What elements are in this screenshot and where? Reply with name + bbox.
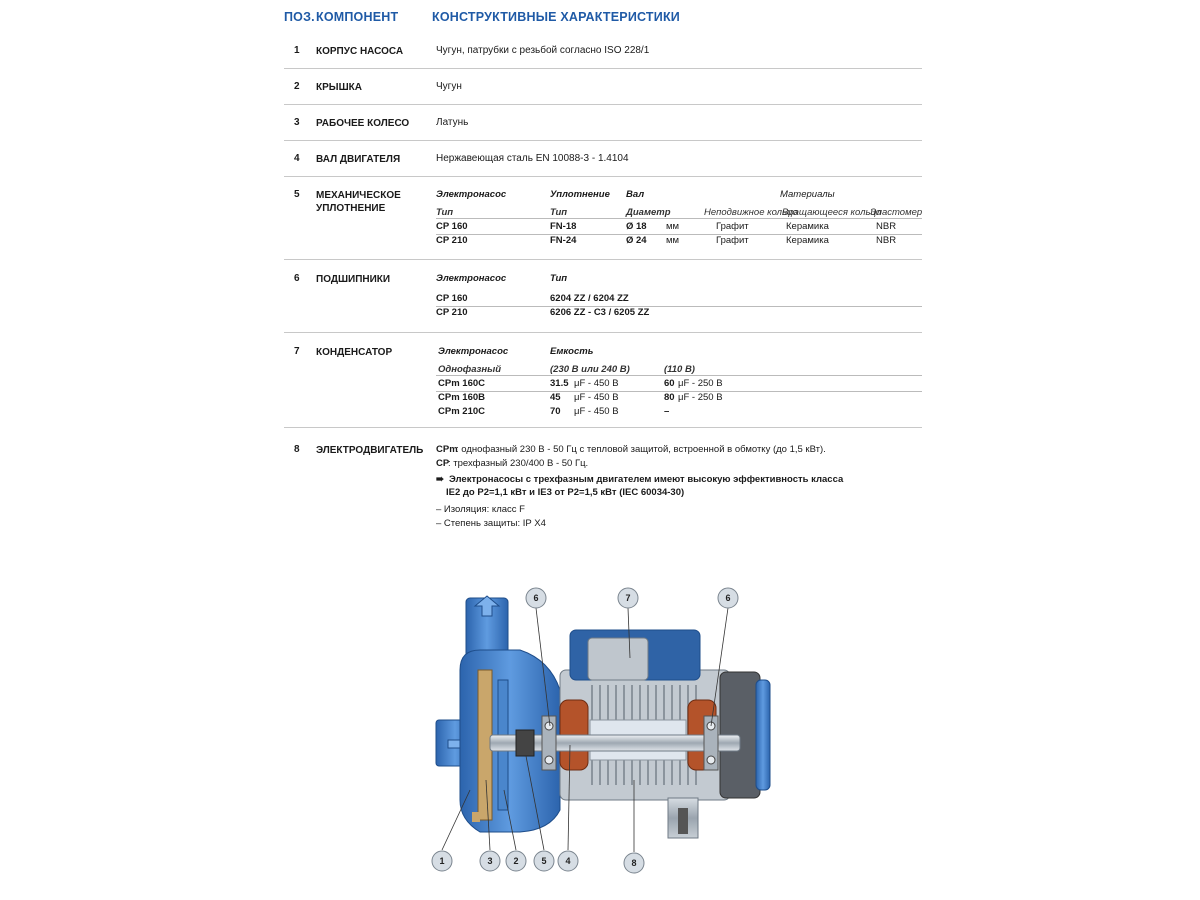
row-number: 5 [294,189,300,200]
motor-text-cpm: : однофазный 230 В - 50 Гц с тепловой защитой, встроенной в обмотку (до 1,5 кВт). [456,444,826,455]
row-component-line1: МЕХАНИЧЕСКОЕ [316,190,401,201]
motor-protection: – Степень защиты: IP X4 [436,518,546,529]
divider [284,176,922,177]
row-component-line2: УПЛОТНЕНИЕ [316,203,386,214]
bearings-cell-pump: CP 160 [436,293,468,304]
seal-cell-shaft: Ø 18 [626,221,647,232]
callout-4 [558,851,578,871]
row-number: 1 [294,45,300,56]
seal-header-seal: Уплотнение [550,189,610,200]
spec-row-1 [284,45,922,59]
capacitor-table-rule [436,375,922,376]
capacitor-cell-c1: 45 [550,392,561,403]
divider [284,140,922,141]
capacitor-cell-u2: μF - 250 В [678,378,723,389]
capacitor-cell-c2: 80 [664,392,675,403]
row-number: 7 [294,346,300,357]
seal-sub-shaft: Диаметр [626,207,671,218]
spec-row-5-seal [284,189,922,259]
callout-label: 7 [625,593,631,603]
divider [284,104,922,105]
header-component: КОМПОНЕНТ [316,10,399,24]
callout-7 [618,588,638,608]
callout-8 [624,853,644,873]
seal-table-rule [436,218,922,219]
seal-cell-fixed: Графит [716,221,749,232]
row-component: РАБОЧЕЕ КОЛЕСО [316,118,410,129]
motor-note-line1: Электронасосы с трехфазным двигателем имеют высокую эффективность класса [449,474,844,485]
row-component: КОРПУС НАСОСА [316,46,404,57]
motor-code-cpm: CPm [436,444,458,455]
seal-header-shaft: Вал [626,189,645,200]
spec-row-7-capacitor [284,346,922,426]
pump-body [436,596,560,832]
divider [284,427,922,428]
capacitor-cell-pump: CPm 160B [438,392,485,403]
seal-cell-elastomer: NBR [876,221,897,232]
capacitor-sub-single: Однофазный [438,364,501,375]
capacitor-cell-c2: – [664,406,670,417]
row-component: КРЫШКА [316,82,362,93]
arrow-icon: ➠ [436,474,444,485]
callout-label: 8 [631,858,637,868]
seal-cell-seal: FN-24 [550,235,577,246]
seal-sub-fixed: Неподвижное кольцо [704,207,798,218]
header-pos: ПОЗ. [284,10,315,24]
motor-text-cp: : трехфазный 230/400 В - 50 Гц. [448,458,589,469]
spec-row-8-motor [284,444,922,534]
spec-row-3 [284,117,922,131]
row-number: 6 [294,273,300,284]
capacitor-cell-pump: CPm 210C [438,406,485,417]
seal-cell-elastomer: NBR [876,235,897,246]
bearing-front [542,716,556,770]
seal-cell-rotating: Керамика [786,221,829,232]
capacitor-sub-110: (110 В) [664,364,695,375]
bearings-cell-pump: CP 210 [436,307,468,318]
capacitor-cell-c1: 31.5 [550,378,569,389]
callout-2 [506,851,526,871]
row-component: КОНДЕНСАТОР [316,347,393,358]
motor-code-cp: CP [436,458,450,469]
row-number: 8 [294,444,300,455]
row-number: 3 [294,117,300,128]
seal-cell-seal: FN-18 [550,221,577,232]
seal-cell-unit: мм [666,221,680,232]
bearings-header-pump: Электронасос [436,273,507,284]
header-characteristics: КОНСТРУКТИВНЫЕ ХАРАКТЕРИСТИКИ [432,10,680,24]
seal-cell-shaft: Ø 24 [626,235,647,246]
spec-row-6-bearings [284,273,922,328]
seal-sub-rotating: Вращающееся кольцо [782,207,882,218]
bearings-header-type: Тип [550,273,568,284]
seal-cell-fixed: Графит [716,235,749,246]
row-component: ЭЛЕКТРОДВИГАТЕЛЬ [316,445,424,456]
callout-6-front [526,588,546,608]
bearings-table-rule [436,306,922,307]
seal-cell-pump: CP 210 [436,235,468,246]
motor-note-line2: IE2 до P2=1,1 кВт и IE3 от P2=1,5 кВт (IEC 60034-30) [446,487,685,498]
seal-header-materials: Материалы [780,189,835,200]
row-description: Чугун, патрубки с резьбой согласно ISO 228/1 [436,45,650,56]
callout-label: 4 [565,856,571,866]
seal-cell-rotating: Керамика [786,235,829,246]
bearings-cell-type: 6206 ZZ - C3 / 6205 ZZ [550,307,650,318]
seal-header-pump: Электронасос [436,189,507,200]
capacitor-cell-c2: 60 [664,378,675,389]
capacitor-cell-u1: μF - 450 В [574,406,619,417]
capacitor-cell-u1: μF - 450 В [574,392,619,403]
row-description: Латунь [436,117,469,128]
row-number: 4 [294,153,300,164]
callout-label: 6 [533,593,539,603]
callout-6-rear [718,588,738,608]
seal-sub-elastomer: Эластомер [870,207,923,218]
spec-row-4 [284,153,922,167]
motor-insulation: – Изоляция: класс F [436,504,525,515]
seal-sub-seal: Тип [550,207,568,218]
seal-cell-unit: мм [666,235,680,246]
callout-5 [534,851,554,871]
row-description: Чугун [436,81,462,92]
capacitor-cell-u2: μF - 250 В [678,392,723,403]
divider [284,68,922,69]
row-description: Нержавеющая сталь EN 10088-3 - 1.4104 [436,153,629,164]
mechanical-seal [516,730,534,756]
callout-label: 3 [487,856,493,866]
row-number: 2 [294,81,300,92]
capacitor-header-capacity: Емкость [550,346,594,357]
divider [284,259,922,260]
callout-label: 6 [725,593,731,603]
callout-label: 5 [541,856,547,866]
capacitor-header-pump: Электронасос [438,346,509,357]
callout-label: 2 [513,856,519,866]
capacitor-cell-c1: 70 [550,406,561,417]
spec-row-2 [284,81,922,95]
callout-1 [432,851,452,871]
callout-label: 1 [439,856,445,866]
motor-body [560,630,770,838]
capacitor-cell-pump: CPm 160C [438,378,485,389]
divider [284,332,922,333]
row-component: ВАЛ ДВИГАТЕЛЯ [316,154,401,165]
row-component: ПОДШИПНИКИ [316,274,391,285]
seal-sub-pump: Тип [436,207,454,218]
bearings-cell-type: 6204 ZZ / 6204 ZZ [550,293,629,304]
seal-cell-pump: CP 160 [436,221,468,232]
pump-cutaway-diagram [420,580,790,880]
callout-3 [480,851,500,871]
capacitor-sub-230: (230 В или 240 В) [550,364,630,375]
capacitor-cell-u1: μF - 450 В [574,378,619,389]
